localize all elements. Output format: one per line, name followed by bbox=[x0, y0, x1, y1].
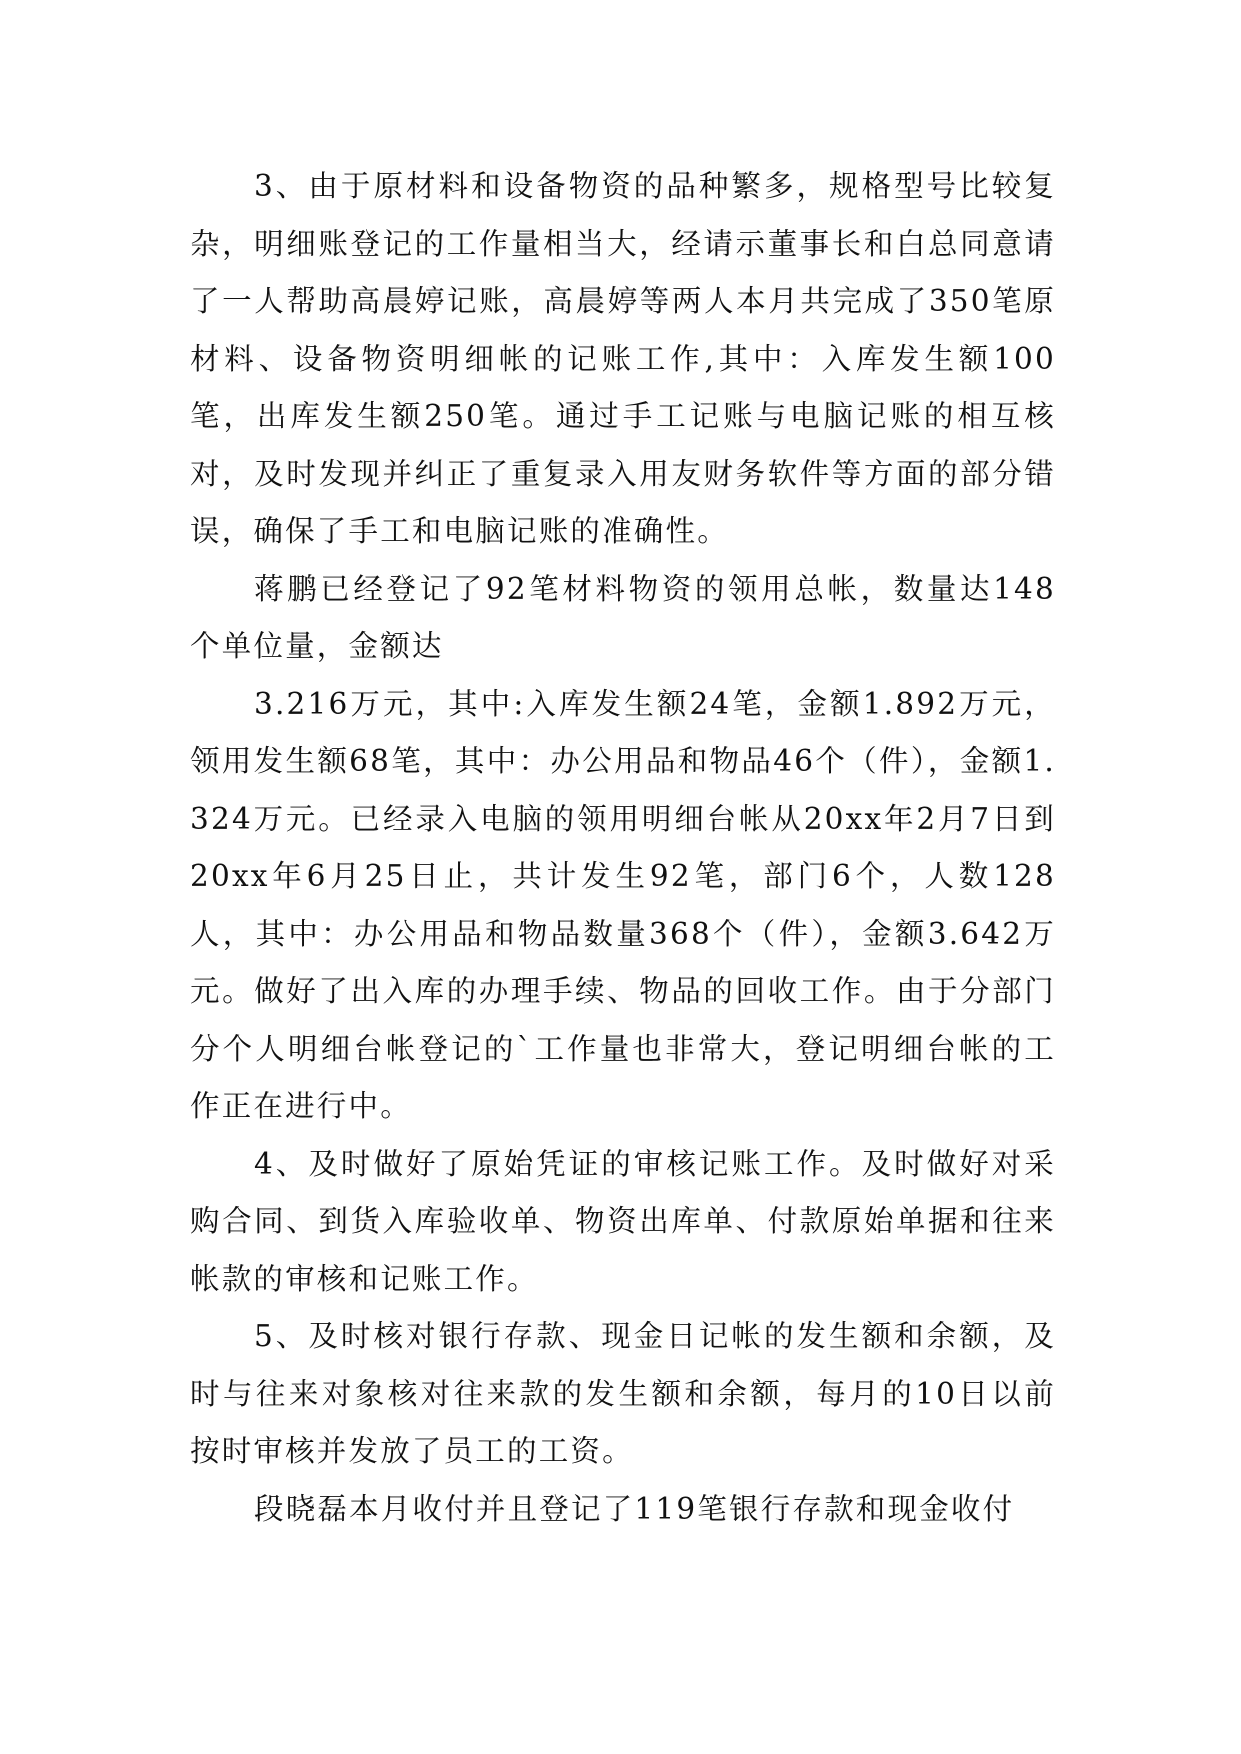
paragraph-item-5: 5、及时核对银行存款、现金日记帐的发生额和余额，及时与往来对象核对往来款的发生额和余额，每月的10日以前按时审核并发放了员工的工资。 bbox=[190, 1319, 1056, 1468]
paragraph-duan-xiaolei: 段晓磊本月收付并且登记了119笔银行存款和现金收付 bbox=[254, 1491, 1015, 1526]
paragraph-item-3: 3、由于原材料和设备物资的品种繁多，规格型号比较复杂，明细账登记的工作量相当大，经请示董事长和白总同意请了一人帮助高晨婷记账，高晨婷等两人本月共完成了350笔原材料、设备物资明细帐的记账工作,其中：入库发生额100笔，出库发生额250笔。通过手工记账与电脑记账的相互核对，及时发现并纠正了重复录入用友财务软件等方面的部分错误，确保了手工和电脑记账的准确性。 bbox=[190, 169, 1056, 548]
paragraph-jiang-peng: 蒋鹏已经登记了92笔材料物资的领用总帐，数量达148个单位量，金额达 bbox=[190, 571, 1056, 663]
paragraph-item-4: 4、及时做好了原始凭证的审核记账工作。及时做好对采购合同、到货入库验收单、物资出库单、付款原始单据和往来帐款的审核和记账工作。 bbox=[190, 1146, 1056, 1296]
document-body bbox=[190, 158, 1056, 1538]
paragraph-amount-details: 3.216万元，其中:入库发生额24笔，金额1.892万元，领用发生额68笔，其中：办公用品和物品46个（件），金额1.324万元。已经录入电脑的领用明细台帐从20xx年2月7日到20xx年6月25日止，共计发生92笔，部门6个，人数128人，其中：办公用品和物品数量368个（件），金额3.642万元。做好了出入库的办理手续、物品的回收工作。由于分部门分个人明细台帐登记的`工作量也非常大，登记明细台帐的工作正在进行中。 bbox=[190, 686, 1056, 1123]
